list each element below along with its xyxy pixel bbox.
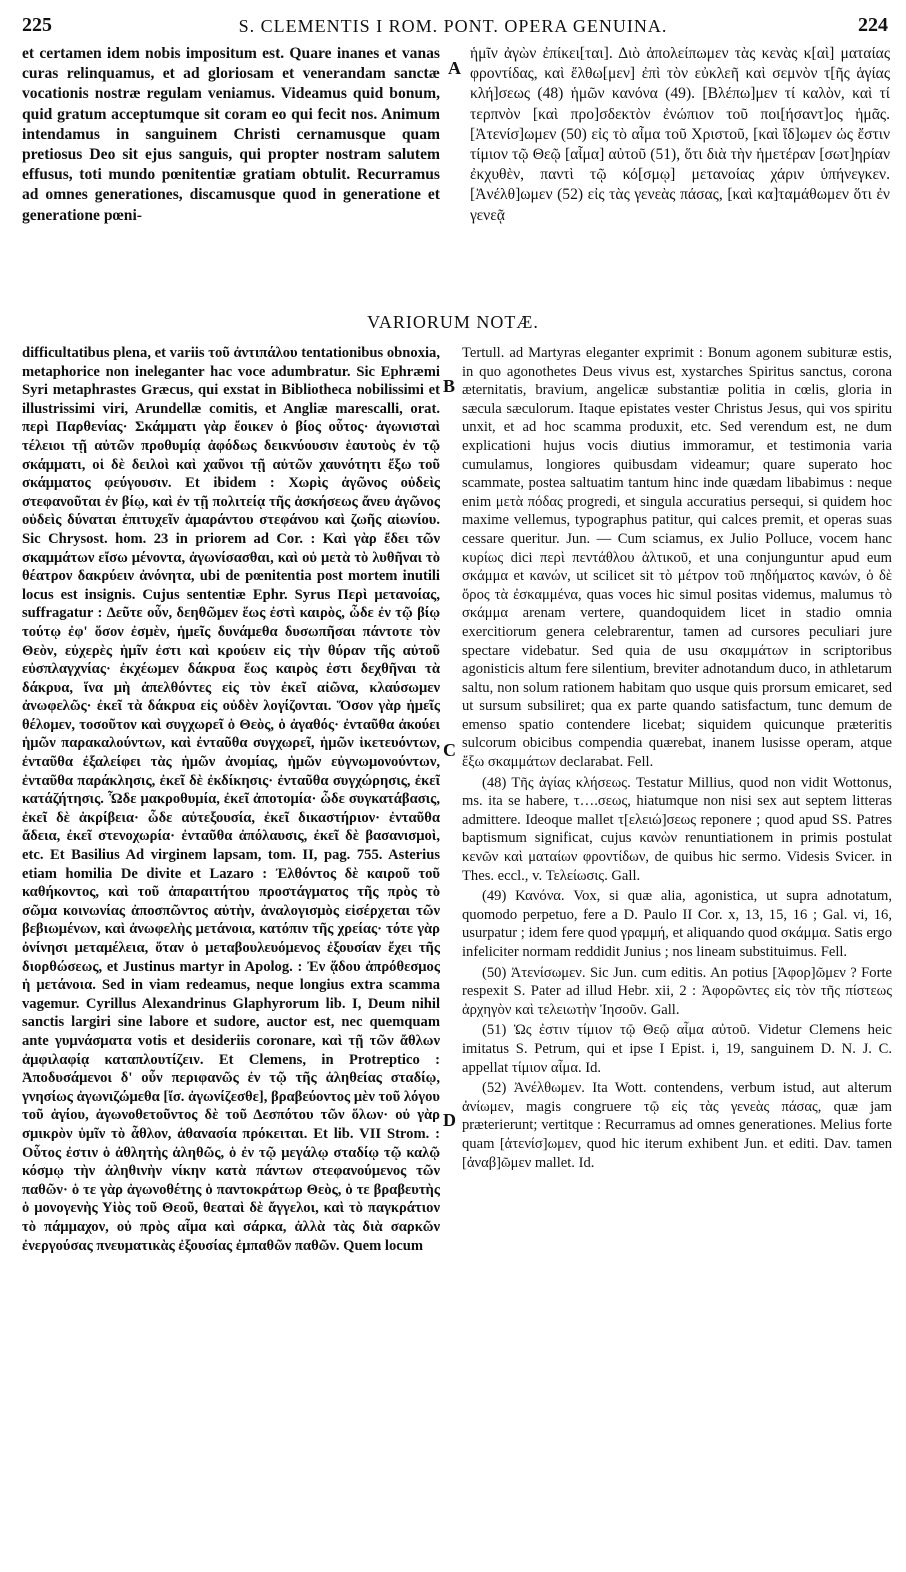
greek-paragraph: ἡμῖν ἀγὼν ἐπίκει[ται]. Διὸ ἀπολείπωμεν τὰς κενὰς κ[αὶ] ματαίας φροντίδας, καὶ ἔλθω[μεν] ἐπὶ τὸν εὐκλεῆ καὶ σεμνὸν τ[ῆς ἁγίας κλή]σεως (48) ἡμῶν κανόνα (49). [Βλέπω]μεν τί καλὸν, καὶ τί τερπνὸν [καὶ προ]σδεκτὸν ἐνώπιον τοῦ ποι[ήσαντ]ος ἡμᾶς. [Ἀτενίσ]ωμεν (50) εἰς τὸ αἷμα τοῦ Χριστοῦ, [καὶ ἴδ]ωμεν ὡς ἔστιν τίμιον τῷ Θεῷ [αἷμα] αὐτοῦ (51), ὅτι διὰ τὴν ἡμετέραν [σωτ]ηρίαν ἐκχυθὲν, παντὶ τῷ κό[σμῳ] μετανοίας χάριν ὑπήνεγκεν. [Ἀνέλθ]ωμεν (52) εἰς τὰς γενεὰς πάσας, [καὶ κα]ταμάθωμεν ὅτι ἐν γενεᾷ: [470, 45, 890, 224]
latin-paragraph: et certamen idem nobis impositum est. Quare inanes et vanas curas relinquamus, et ad gloriosam et venerandam sanctæ vocationis nostræ regulam veniamus. Videamus quid bonum, quid gratum acceptumque sit coram eo qui fecit nos. Animum intendamus in sanguinem Christi cernamusque quam pretiosus Deo sit ejus sanguis, qui propter nostram salutem effusus, toti mundo pœnitentiæ gratiam obtulit. Recurramus ad omnes generationes, discamusque quod in generatione et generatione pœni-: [22, 45, 440, 224]
latin-text-column: [22, 44, 440, 296]
note-50: [462, 964, 892, 1020]
page-number-left: 225: [22, 14, 52, 36]
note-51: [462, 1021, 892, 1077]
note-text: (48) Τῆς ἁγίας κλήσεως. Testatur Millius, quod non vidit Wottonus, ms. ita se habere, τ….σεως, hiatumque non nisi sex aut septem litteras admittere. Ideoque mallet τ[ελειώ]σεως reponere ; quod apud SS. Patres baptismum significat, cujus κανὼν renuntiationem in primis postulat κενῶν καὶ ματαίων φροντίδων, de quibus hic sermo. Videsis Svicer. in Thes. eccl., v. Τελείωσις. Gall.: [462, 774, 892, 884]
note-continuation: difficultatibus plena, et variis τοῦ ἀντιπάλου tentationibus obnoxia, metaphorice non ineleganter hac voce adumbratur. Sic Ephræmi Syri metaphrastes Græcus, qui exstat in Bibliotheca nobilissimi et illustrissimi viri, Arundellæ comitis, et Angliæ marescalli, orat. περὶ Παρθενίας· Σκάμματι γὰρ ἔοικεν ὁ βίος οὗτος· ἀγωνισταὶ τέλειοι τῇ αὐτῶν προθυμίᾳ ἀφόδως δεικνύουσιν ἑαυτοὺς ἐν τῷ σκάμματι, οἱ δὲ δειλοὶ καὶ χαῦνοι τῇ αὐτῶν χαυνότητι ἔξω τοῦ σκάμματος φεύγουσιν. Et ibidem : Χωρὶς ἀγῶνος οὐδεὶς στεφανοῦται ἐν βίῳ, καὶ ἐν τῇ πολιτείᾳ τῆς ἀσκήσεως ἄνευ ἀγῶνος οὐδεὶς δύναται ἐπιτυχεῖν ἀμαράντου στεφάνου καὶ ζωῆς αἰωνίου. Sic Chrysost. hom. 23 in priorem ad Cor. : Καὶ γὰρ ἔδει τῶν σκαμμάτων εἴσω μένοντα, ἀγωνίσασθαι, καὶ οὐ μετὰ τὸ λυθῆναι τὸ θέατρον δακρύειν ἀνόνητα, ubi de pœnitentia post mortem inutili locus est insignis. Cujus sententiæ Ephr. Syrus Περὶ μετανοίας, suffragatur : Δεῦτε οὖν, δεηθῶμεν ἕως ἐστὶ καιρὸς, ὧδε ἐν τῷ βίῳ τούτῳ ἐφ' ὅσον ἐσμὲν, ἡμεῖς δυνάμεθα δυσωπῆσαι πάντοτε τὸν Θεὸν, εὐχερὲς ἡμῖν ἐστι καὶ κρούειν εἰς τὴν θύραν τῆς αὐτοῦ εὐσπλαγχνίας· ἐκχέωμεν δάκρυα ἕως καιρὸς ἐστι δεχθῆναι τὰ δάκρυα, ἵνα μὴ ἀπελθόντες εἰς τὸν ἐκεῖ αἰῶνα, κλαύσωμεν ἀνωφελῶς· ἐκεῖ τὰ δάκρυα εἰς οὐδὲν λογίζονται. Ὅσον γὰρ ἡμεῖς θέλομεν, τοσοῦτον καὶ συγχωρεῖ ὁ Θεὸς, ὁ ἀγαθός· ἐνταῦθα ἀκούει ἡμῶν παρακαλούντων, καὶ ἐνταῦθα συγχωρεῖ, ἡμῶν ἱκετευόντων, ἐνταῦθα ἐξαλείφει τὰς ἡμῶν ἀνομίας, ἡμῶν εὐγνωμονούντων, ἐνταῦθα παράκλησις, ἐκεῖ δὲ ἐκδίκησις· ἐνταῦθα συγχώρησις, ἐκεῖ κατάζήτησις. Ὧδε μακροθυμία, ἐκεῖ ἀποτομία· ὧδε συγκατάβασις, ἐκεῖ δὲ ἀκρίβεια· ὧδε αὐτεξουσία, ἐκεῖ δικαστήριον· ἐνταῦθα ἄδεια, ἐκεῖ στενοχωρία· ἐνταῦθα ἀπόλαυσις, ἐκεῖ δὲ βασανισμοὶ, etc. Et Basilius Ad virginem lapsam, tom. II, pag. 755. Asterius etiam homilia De divite et Lazaro : Ἐλθόντος δὲ καιροῦ τοῦ καθήκοντος, καὶ τοῦ ἀπαραιτήτου προστάγματος τῆς πρὸς τὸ σῶμα κοινωνίας ἀποσπῶντος αὐτὴν, ἀναλογισμὸς εἰσέρχεται τῶν βεβιωμένων, καὶ ἀνωφελὴς μετάνοια, κατόπιν τῆς χρείας· τότε γὰρ ὀνίνησι μεταμέλεια, ὅταν ὁ μεταβουλευόμενος ἐξουσίαν ἔχει τῆς διορθώσεως, et Justinus martyr in Apolog. : Ἐν ᾅδου ἀπρόθεσμος ἡ μετάνοια. Sed in viam redeamus, neque longius extra scamma vagemur. Cyrillus Alexandrinus Glaphyrorum lib. I, Deum nihil sanctis largiri sine labore et sudore, auctor est, nec quemquam ante γυμνάσματα votis et desideriis coronare, καὶ τῇ τῶν ἄθλων ἀμφιλαφίᾳ καταπλουτίζειν. Et Clemens, in Protreptico : Ἀποδυσάμενοι δ' οὖν περιφανῶς ἐν τῷ τῆς ἀληθείας σταδίῳ, γνησίως ἀγωνιζώμεθα [ἴσ. ἀγωνίζεσθε], βραβεύοντος μὲν τοῦ λόγου τοῦ ἁγίου, ἀγωνοθετοῦντος δὲ τοῦ Δεσπότου τῶν ὅλων· οὐ γὰρ σμικρὸν ὑμῖν τὸ ἆθλον, ἀθανασία πρόκειται. Et lib. VII Strom. : Οὗτος ἐστιν ὁ ἀθλητὴς ἀληθῶς, ὁ ἐν τῷ μεγάλῳ σταδίῳ τῷ καλῷ κόσμῳ τὴν ἀληθινὴν νίκην κατὰ πάντων στεφανούμενος τῶν παθῶν· ὁ τε γὰρ ἀγωνοθέτης ὁ παντοκράτωρ Θεὸς, ὁ τε βραβευτὴς ὁ μονογενὴς Υἱὸς τοῦ Θεοῦ, θεαταὶ δὲ ἄγγελοι, καὶ τὸ παγκράτιον τὸ πάμμαχον, οὐ πρὸς αἷμα καὶ σάρκα, ἀλλὰ τὰς διὰ σαρκῶν ἐνεργούσας πνευματικὰς ἐξουσίας ἐμπαθῶν παθῶν. Quem locum: [22, 345, 440, 1254]
note-text: (51) Ὡς ἐστιν τίμιον τῷ Θεῷ αἷμα αὐτοῦ. Videtur Clemens heic imitatus S. Petrum, qui et ipse I Epist. i, 19, sanguinem D. N. J. C. appellat τίμιον αἷμα. Id.: [462, 1022, 892, 1076]
note-text: (50) Ἀτενίσωμεν. Sic Jun. cum editis. An potius [Ἀφορ]ῶμεν ? Forte respexit S. Pater ad illud Hebr. xii, 2 : Ἀφορῶντες εἰς τὸν τῆς πίστεως ἀρχηγὸν καὶ τελειωτὴν Ἰησοῦν. Gall.: [462, 964, 892, 1018]
note-text: (49) Κανόνα. Vox, si quæ alia, agonistica, ut supra adnotatum, quomodo perpetuo, fere a D. Paulo II Cor. x, 13, 15, 16 ; Gal. vi, 16, usurpatur ; idem fere quod γραμμή, et aliquando quod σκάμμα. Satis ergo infeliciter normam reddidit Junius ; nos lineam substituimus. Fell.: [462, 888, 892, 960]
section-title: VARIORUM NOTÆ.: [367, 312, 539, 332]
note-49: [462, 887, 892, 961]
margin-marker-d: D: [443, 1110, 456, 1130]
notes-column-right: [462, 344, 892, 1544]
note-52: [462, 1079, 892, 1172]
notes-column-left: [22, 344, 440, 1544]
running-title: S. CLEMENTIS I ROM. PONT. OPERA GENUINA.: [238, 16, 668, 36]
note-48: [462, 774, 892, 886]
margin-marker-b: B: [443, 376, 456, 396]
greek-text-column: [470, 44, 890, 296]
page-number-right: 224: [858, 14, 888, 36]
note-text: (52) Ἀνέλθωμεν. Ita Wott. contendens, verbum istud, aut alterum ἀνίωμεν, magis congruere τῷ εἰς τὰς γενεὰς πάσας, quæ jam præterierunt; vertitque : Recurramus ad omnes generationes. Melius forte quam [ἀτενίσ]ωμεν, quod hic iterum exhibent Jun. et editi. Dav. tamen [ἀναβ]ῶμεν mallet. Id.: [462, 1080, 892, 1171]
margin-marker-c: C: [443, 740, 456, 760]
running-header: [18, 14, 888, 44]
note-continuation: Tertull. ad Martyras eleganter exprimit : Bonum agonem subituræ estis, in quo agonothetes Deus vivus est, xystarches Spiritus sanctus, corona æternitatis, bravium, angelicæ substantiæ politia in cœlis, gloria in sæcula sæculorum. Itaque epistates vester Christus Jesus, qui vos spiritu unxit, et ad hoc scamma produxit, etc. Sed verendum est, ne dum explicationi hujus vocis diutius immoramur, et testimonia varia cumulamus, longiores quibusdam videamur; quare superato hoc scammate, postea saltuatim tantum hinc inde quædam libabimus : neque enim μετὰ πόδας progredi, et singula accuratius persequi, si quidem hoc maxime vellemus, typographus patitur, qui calces premit, et operas suas cessare queritur. Jun. — Cum sciamus, ex Julio Polluce, vocem hanc κυρίως dici περὶ πεντάθλου ἁλτικοῦ, et una conjunguntur apud eum σκάμμα et κανών, ut scilicet sit τὸ μέτρον τοῦ πηδήματος κανών, ὁ δὲ ὅρος τὰ ἐσκαμμένα, quas voces hic simul positas videmus, malumus τὸ σκάμμα arenam vertere, quandoquidem licet in stadio omnia exercitiorum genera celebrarentur, tamen ad cursores peculiari jure spectare videbatur. Sed quia de usu σκαμμάτων in scriptoribus agonisticis altum fere silentium, breviter adnotandum duco, in athletarum saltu, non solum rationem habitam quo usque quis prorsum emicaret, sed ut sursum subsiliret; qua ex parte quando satisfactum, tunc demum de emenso spatio contendere licebat; siquidem quicunque præteritis sulcorum obicibus compendia quærebat, inanem lusisse operam, atque ἔξω σκαμμάτων declarabat. Fell.: [462, 345, 892, 771]
margin-marker-a: A: [448, 58, 461, 78]
